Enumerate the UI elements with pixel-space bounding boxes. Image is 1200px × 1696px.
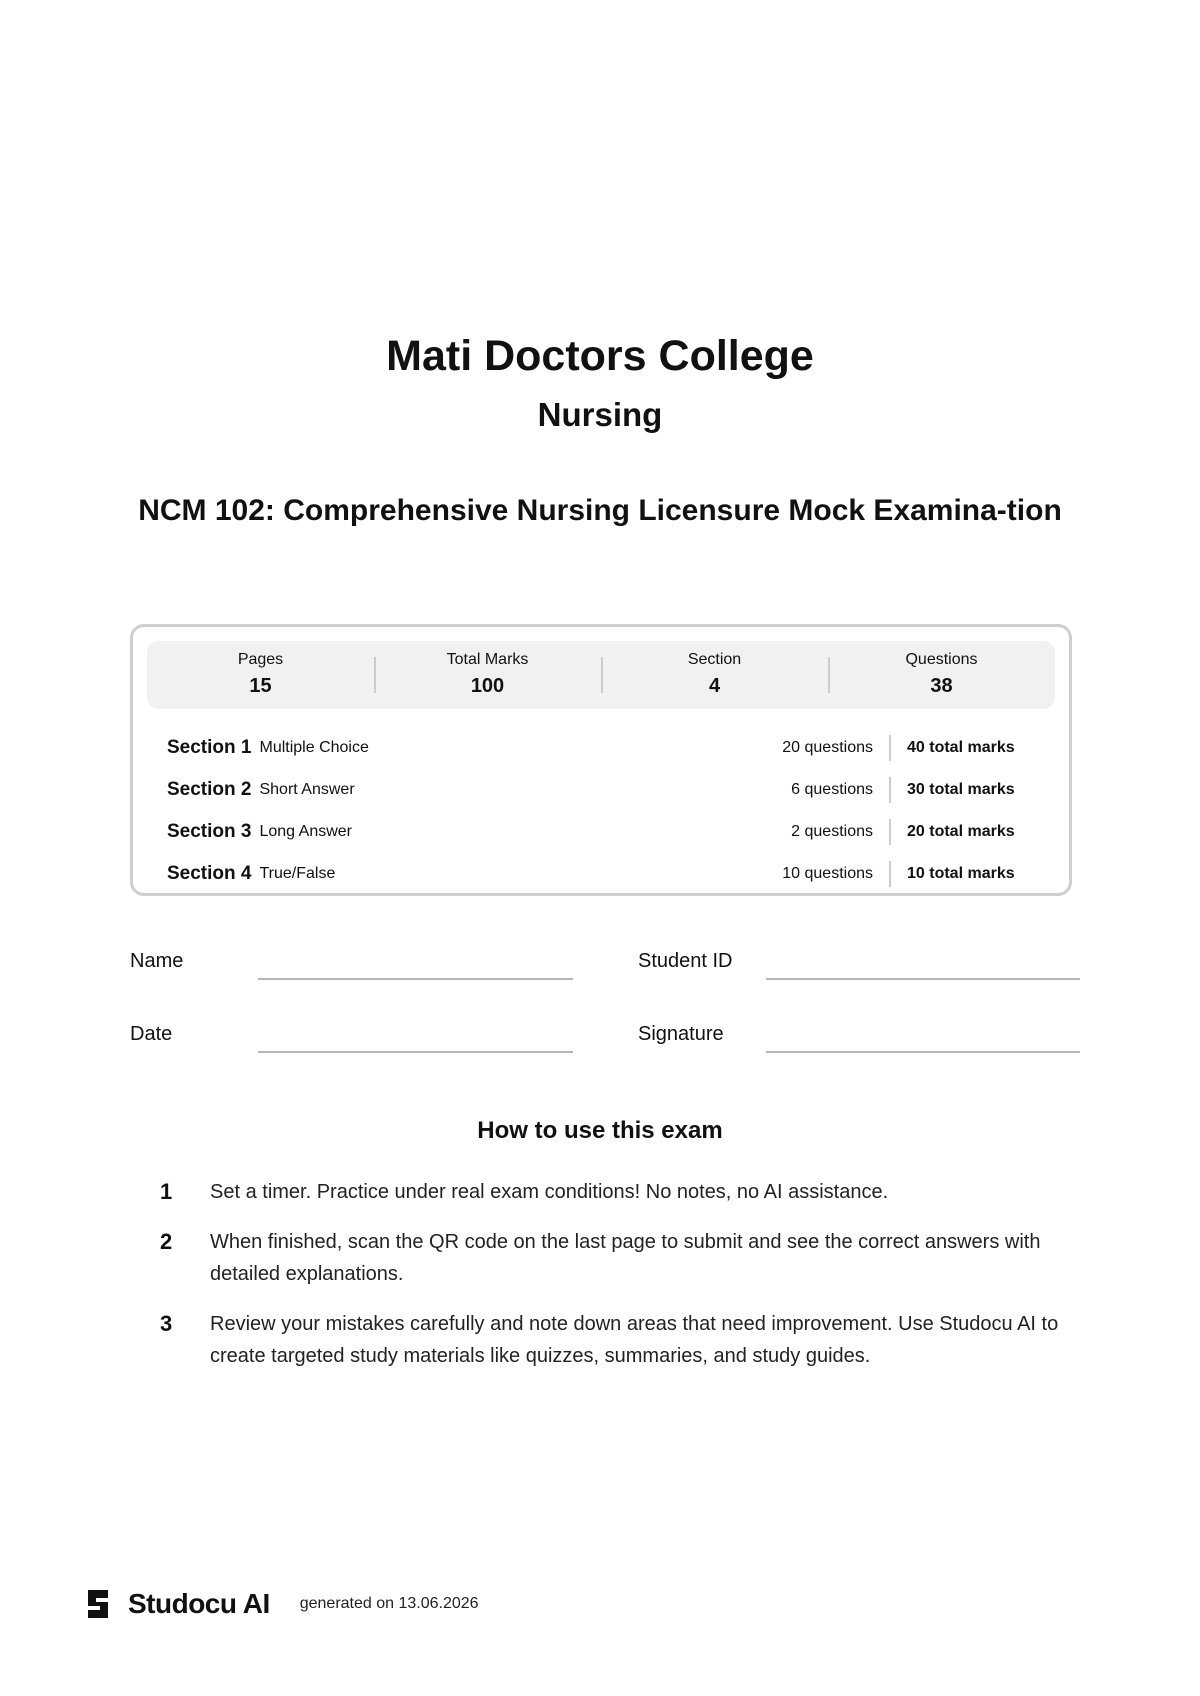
student-id-label: Student ID (638, 950, 733, 972)
stats-bar (147, 641, 1055, 709)
section-marks: 30 total marks (907, 781, 1015, 798)
generated-date: generated on 13.06.2026 (299, 1595, 479, 1612)
how-to-steps (160, 1176, 1060, 1390)
stat-pages (147, 641, 374, 709)
date-label: Date (130, 1023, 173, 1045)
section-questions: 10 questions (723, 861, 891, 887)
stat-value: 15 (249, 675, 272, 697)
section-type: True/False (259, 865, 336, 882)
signature-label: Signature (638, 1023, 724, 1045)
section-name: Section 3 (167, 821, 252, 842)
stat-value: 100 (470, 675, 505, 697)
step-item (160, 1308, 1060, 1372)
step-item (160, 1226, 1060, 1290)
signature-field[interactable] (766, 1051, 1080, 1053)
exam-summary-card (130, 624, 1072, 896)
section-type: Multiple Choice (259, 739, 369, 756)
stat-value: 38 (930, 675, 953, 697)
step-number: 1 (160, 1179, 173, 1204)
step-text: Review your mistakes carefully and note down areas that need improvement. Use Studocu AI to create targeted study materials like quizzes, summaries, and study guides. (210, 1313, 1059, 1367)
name-field[interactable] (258, 978, 573, 980)
stat-section (601, 641, 828, 709)
section-row (167, 853, 1037, 895)
how-to-title: How to use this exam (477, 1117, 723, 1144)
section-row (167, 769, 1037, 811)
studocu-logo-icon (80, 1586, 116, 1622)
section-name: Section 4 (167, 863, 252, 884)
stat-label: Pages (237, 651, 284, 668)
section-marks: 20 total marks (907, 823, 1015, 840)
step-number: 3 (160, 1311, 173, 1336)
stat-label: Section (687, 651, 742, 668)
step-number: 2 (160, 1229, 173, 1254)
section-questions: 6 questions (723, 777, 891, 803)
date-field[interactable] (258, 1051, 573, 1053)
department-title: Nursing (537, 396, 663, 433)
step-text: Set a timer. Practice under real exam conditions! No notes, no AI assistance. (210, 1181, 889, 1203)
section-row (167, 811, 1037, 853)
section-marks: 40 total marks (907, 739, 1015, 756)
student-id-field[interactable] (766, 978, 1080, 980)
section-name: Section 2 (167, 779, 252, 800)
section-name: Section 1 (167, 737, 252, 758)
section-type: Long Answer (259, 823, 352, 840)
name-label: Name (130, 950, 184, 972)
stat-total-marks (374, 641, 601, 709)
institution-title: Mati Doctors College (386, 332, 814, 380)
section-questions: 20 questions (723, 735, 891, 761)
footer (80, 1584, 479, 1624)
section-marks: 10 total marks (907, 865, 1015, 882)
stat-label: Questions (905, 651, 978, 668)
step-item (160, 1176, 1060, 1208)
step-text: When finished, scan the QR code on the last page to submit and see the correct answers with detailed explanations. (210, 1231, 1041, 1285)
exam-title: NCM 102: Comprehensive Nursing Licensure Mock Examina-tion (138, 494, 1062, 527)
section-list (167, 727, 1037, 895)
stat-label: Total Marks (446, 651, 529, 668)
stat-value: 4 (708, 675, 721, 697)
section-row (167, 727, 1037, 769)
section-questions: 2 questions (723, 819, 891, 845)
stat-questions (828, 641, 1055, 709)
brand-name: Studocu AI (128, 1588, 270, 1619)
section-type: Short Answer (259, 781, 355, 798)
